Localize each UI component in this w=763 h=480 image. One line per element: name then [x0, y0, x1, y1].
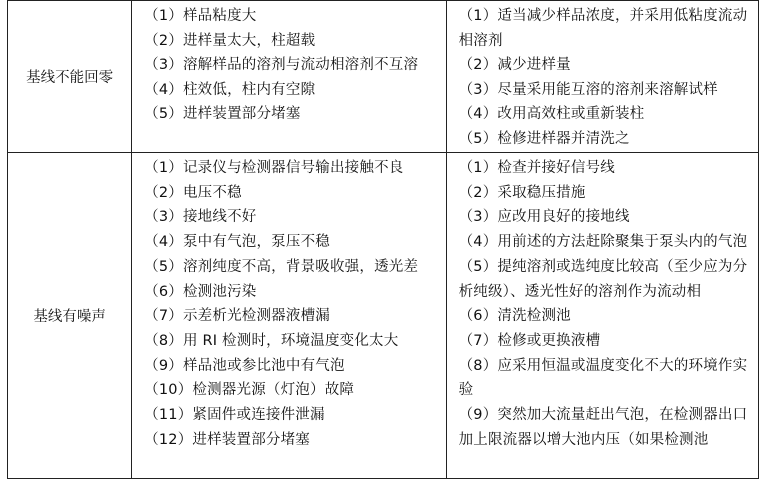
solution-item: （7）检修或更换液槽: [458, 332, 601, 349]
cause-item: （7）示差析光检测器液槽漏: [144, 308, 330, 325]
cause-item: （4）柱效低，柱内有空隙: [144, 81, 316, 98]
solution-item: （5）检修进样器并清洗之: [458, 130, 630, 147]
cause-item: （1）记录仪与检测器信号输出接触不良: [144, 160, 404, 176]
solution-item: （5）提纯溶剂或选纯度比较高（至少应为分析纯级）、透光性好的溶剂作为流动相: [458, 258, 748, 300]
category-label: 基线有噪声: [33, 309, 106, 325]
solution-item: （6）清洗检测池: [458, 308, 571, 325]
cause-item: （10）检测器光源（灯泡）故障: [144, 382, 355, 399]
solution-item: （2）采取稳压措施: [458, 184, 586, 201]
category-label: 基线不能回零: [26, 70, 114, 86]
table-row: [8, 1, 759, 153]
troubleshooting-table: [7, 0, 759, 479]
cause-item: （5）溶剂纯度不高，背景吸收强，透光差: [144, 258, 419, 275]
cause-item: （11）紧固件或连接件泄漏: [144, 407, 325, 424]
table-row: [8, 153, 759, 479]
solution-item: （8）应采用恒温或温度变化不大的环境作实验: [458, 357, 748, 399]
solution-item: （9）突然加大流量赶出气泡，在检测器出口加上限流器以增大池内压（如果检测池: [458, 407, 748, 448]
cause-item: （6）检测池污染: [144, 283, 257, 300]
cause-item: （9）样品池或参比池中有气泡: [144, 357, 345, 374]
solutions-cell: [446, 153, 758, 479]
solution-item: （1）检查并接好信号线: [458, 160, 615, 176]
solution-item: （4）用前述的方法赶除聚集于泵头内的气泡: [458, 234, 748, 251]
solution-item: （4）改用高效柱或重新装柱: [458, 106, 645, 123]
solution-item: （1）适当减少样品浓度，并采用低粘度流动相溶剂: [458, 8, 748, 49]
cause-item: （4）泵中有气泡，泵压不稳: [144, 234, 330, 251]
cause-item: （1）样品粘度大: [144, 8, 257, 24]
cause-item: （3）接地线不好: [144, 209, 257, 226]
cause-item: （5）进样装置部分堵塞: [144, 106, 301, 123]
solution-item: （3）应改用良好的接地线: [458, 209, 630, 226]
cause-item: （12）进样装置部分堵塞: [144, 431, 311, 448]
category-cell: [8, 1, 132, 153]
cause-item: （2）电压不稳: [144, 184, 242, 201]
cause-item: （8）用 RI 检测时，环境温度变化太大: [144, 332, 399, 349]
solution-item: （3）尽量采用能互溶的溶剂来溶解试样: [458, 81, 718, 98]
solution-item: （2）减少进样量: [458, 57, 571, 74]
cause-item: （3）溶解样品的溶剂与流动相溶剂不互溶: [144, 57, 419, 74]
cause-item: （2）进样量太大，柱超载: [144, 32, 316, 49]
causes-cell: [132, 1, 446, 153]
category-cell: [8, 153, 132, 479]
causes-cell: [132, 153, 446, 479]
solutions-cell: [446, 1, 758, 153]
